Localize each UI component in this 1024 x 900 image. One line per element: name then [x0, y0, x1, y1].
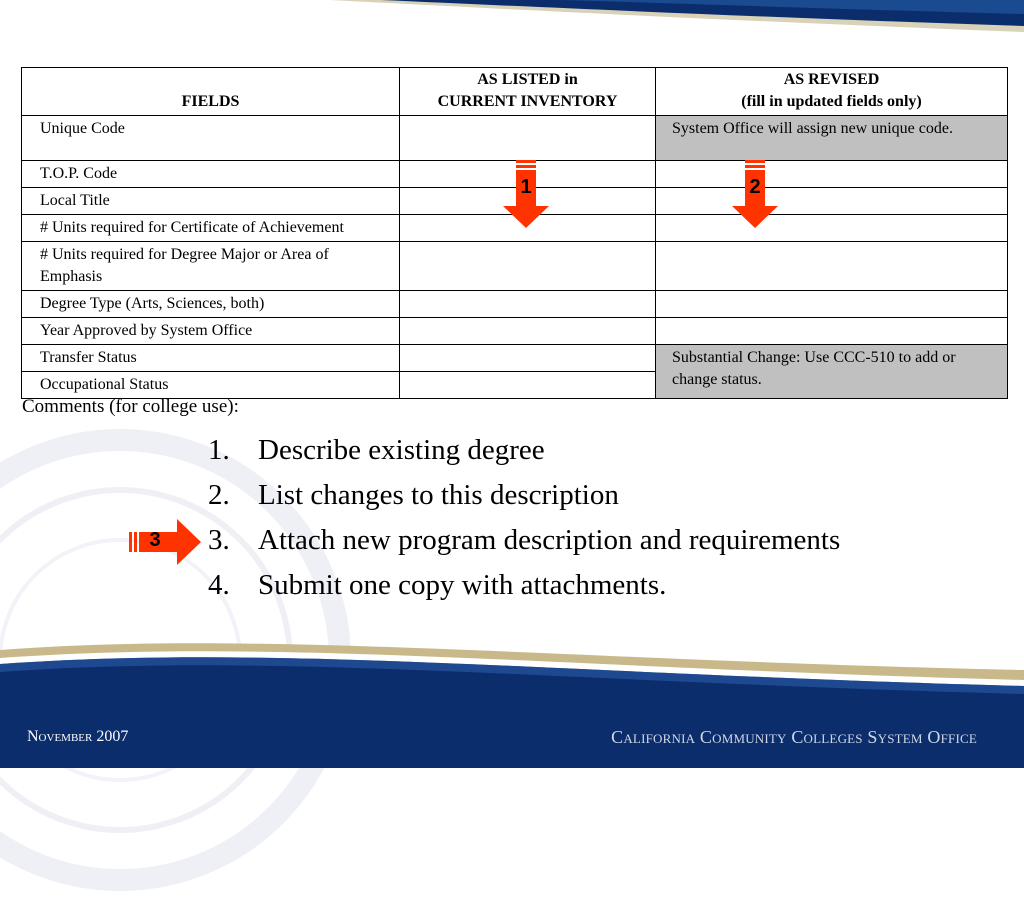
revised-value-cell: System Office will assign new unique code.	[656, 116, 1008, 161]
footer-date: November 2007	[27, 728, 129, 745]
field-label: Unique Code	[22, 116, 400, 161]
callout-arrow-3	[129, 519, 201, 565]
field-label: Degree Type (Arts, Sciences, both)	[22, 291, 400, 318]
step-text: List changes to this description	[258, 479, 619, 511]
revised-value-cell[interactable]	[656, 215, 1008, 242]
callout-arrow-1	[503, 160, 549, 228]
header-fields: FIELDS	[22, 68, 400, 116]
current-value-cell[interactable]	[400, 291, 656, 318]
field-label: Transfer Status	[22, 345, 400, 372]
callout-label-2: 2	[749, 176, 761, 198]
field-label: # Units required for Degree Major or Area of Emphasis	[22, 242, 400, 291]
header-as-revised: AS REVISED (fill in updated fields only)	[656, 68, 1008, 116]
step-number: 1.	[208, 434, 230, 466]
revised-status-cell: Substantial Change: Use CCC-510 to add or change status.	[656, 345, 1008, 399]
footer-organization: California Community Colleges System Office	[611, 727, 977, 747]
table-header-row	[22, 68, 1008, 116]
callout-label-3: 3	[149, 529, 161, 551]
revised-value-cell[interactable]	[656, 161, 1008, 188]
step-number: 4.	[208, 569, 230, 601]
table-row	[22, 116, 1008, 161]
current-value-cell[interactable]	[400, 242, 656, 291]
field-label: # Units required for Certificate of Achievement	[22, 215, 400, 242]
current-value-cell[interactable]	[400, 372, 656, 399]
step-number: 3.	[208, 524, 230, 556]
list-item	[208, 475, 840, 520]
step-text: Describe existing degree	[258, 434, 545, 466]
field-label: Year Approved by System Office	[22, 318, 400, 345]
callout-arrow-2	[732, 160, 778, 228]
revised-value-cell[interactable]	[656, 291, 1008, 318]
revised-value-cell[interactable]	[656, 242, 1008, 291]
table-row	[22, 318, 1008, 345]
header-as-listed: AS LISTED in CURRENT INVENTORY	[400, 68, 656, 116]
inventory-form-table	[21, 67, 1008, 399]
top-swoosh-decoration	[0, 0, 1024, 48]
table-row	[22, 291, 1008, 318]
current-value-cell[interactable]	[400, 116, 656, 161]
revised-value-cell[interactable]	[656, 188, 1008, 215]
step-text: Attach new program description and requirements	[258, 524, 841, 556]
step-text: Submit one copy with attachments.	[258, 569, 667, 601]
instruction-list	[208, 430, 840, 610]
list-item	[208, 520, 840, 565]
field-label: T.O.P. Code	[22, 161, 400, 188]
current-value-cell[interactable]	[400, 345, 656, 372]
callout-label-1: 1	[520, 176, 532, 198]
revised-value-cell[interactable]	[656, 318, 1008, 345]
step-number: 2.	[208, 479, 230, 511]
field-label: Local Title	[22, 188, 400, 215]
table-row	[22, 345, 1008, 372]
table-row	[22, 242, 1008, 291]
list-item	[208, 565, 840, 610]
field-label: Occupational Status	[22, 372, 400, 399]
current-value-cell[interactable]	[400, 318, 656, 345]
list-item	[208, 430, 840, 475]
comments-label: Comments (for college use):	[22, 396, 239, 417]
